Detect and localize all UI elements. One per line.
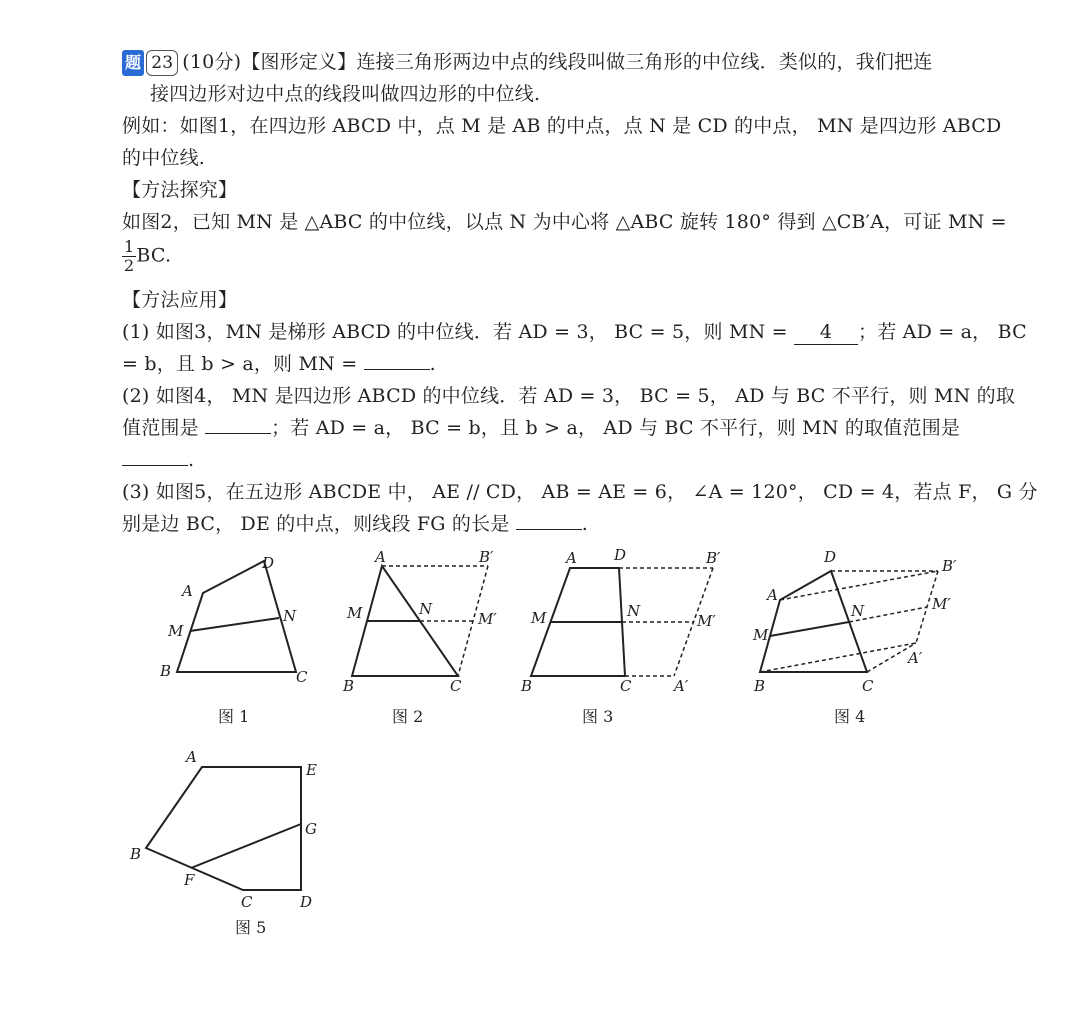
q2-text-c: ；若 AD = a， BC = b，且 b > a， AD 与 BC 不平行，则 MN 的取值范围是 (271, 417, 961, 439)
fig3-label-n: N (627, 602, 641, 620)
fig1-caption: 图 1 (218, 707, 250, 726)
problem-text-1: (10分)【图形定义】连接三角形两边中点的线段叫做三角形的中位线．类似的，我们把连 (182, 51, 933, 73)
fig1-label-c: C (296, 668, 308, 686)
q1-answer-blank: 4 (794, 320, 858, 345)
fig3-label-b1: B′ (706, 549, 721, 567)
fig5-label-d: D (300, 893, 313, 911)
fig1-midline-mn (190, 618, 279, 631)
fig2-label-m1: M′ (478, 610, 497, 628)
fig1-label-b: B (160, 662, 172, 680)
fig3-label-m: M (531, 609, 547, 627)
figure-5 (129, 748, 317, 937)
fig4-label-a: A (767, 586, 778, 604)
fig1-label-n: N (283, 607, 297, 625)
problem-line-6: 如图2，已知 MN 是 △ABC 的中位线，以点 N 为中心将 △ABC 旋转 180° 得到 △CB′A，可证 MN = (122, 211, 1007, 233)
q1-text-d: . (429, 353, 436, 375)
fig2-label-b1: B′ (479, 548, 494, 566)
question-2-line-1: (2) 如图4， MN 是四边形 ABCD 的中位线．若 AD = 3， BC = 5， AD 与 BC 不平行，则 MN 的取 (122, 385, 1016, 407)
q2-text-d: . (188, 449, 195, 471)
q1-text-c: = b，且 b > a，则 MN = (122, 353, 358, 375)
fig3-label-a: A (566, 549, 577, 567)
fig5-label-f: F (184, 871, 195, 889)
fig5-label-e: E (306, 761, 317, 779)
problem-line-3: 例如：如图1，在四边形 ABCD 中，点 M 是 AB 的中点，点 N 是 CD 的中点， MN 是四边形 ABCD (122, 115, 1002, 137)
fig2-caption: 图 2 (392, 707, 424, 726)
fig3-label-b: B (521, 677, 533, 695)
fig5-caption: 图 5 (235, 918, 267, 937)
q3-text-b: 别是边 BC， DE 的中点，则线段 FG 的长是 (122, 513, 510, 535)
fig3-caption: 图 3 (582, 707, 614, 726)
fig4-label-b: B (754, 677, 766, 695)
fig4-label-a1: A′ (908, 649, 923, 667)
fig5-label-g: G (305, 820, 317, 838)
section-method-apply: 【方法应用】 (122, 289, 238, 311)
q1-text-b: ；若 AD = a， BC (858, 321, 1027, 343)
fig2-label-a: A (375, 548, 386, 566)
fig1-quadrilateral (177, 561, 296, 672)
fig2-label-n: N (419, 600, 433, 618)
problem-line-2: 接四边形对边中点的线段叫做四边形的中位线. (150, 83, 541, 105)
fig5-label-c: C (241, 893, 253, 911)
fig1-label-m: M (168, 622, 184, 640)
fig2-label-b: B (343, 677, 355, 695)
fig4-label-d: D (824, 548, 837, 566)
fig4-midline-mn (770, 622, 849, 636)
fig5-segment-fg (191, 824, 301, 868)
q3-text-c: . (581, 513, 589, 535)
figure-1 (159, 554, 308, 726)
fig1-label-a: A (182, 582, 193, 600)
figure-3 (520, 546, 721, 726)
problem-line-7-tail: BC. (136, 244, 172, 267)
q1-text-a: (1) 如图3，MN 是梯形 ABCD 的中位线．若 AD = 3， BC = 5，则 MN = (122, 321, 788, 343)
fig3-label-a1: A′ (674, 677, 689, 695)
section-method-explore: 【方法探究】 (122, 179, 238, 201)
fig4-label-m: M (753, 626, 769, 644)
fig3-label-c: C (620, 677, 632, 695)
fig4-label-m1: M′ (932, 595, 951, 613)
fraction-denominator: 2 (124, 256, 135, 275)
fig4-label-b1: B′ (942, 557, 957, 575)
fig5-label-a: A (186, 748, 197, 766)
problem-number: 23 (146, 50, 178, 76)
fig3-label-d: D (614, 546, 627, 564)
problem-line-4: 的中位线. (122, 147, 206, 169)
fig3-label-m1: M′ (697, 612, 716, 630)
figure-2 (342, 548, 497, 726)
fig4-caption: 图 4 (834, 707, 866, 726)
figure-4 (752, 548, 957, 726)
fraction-numerator: 1 (124, 237, 135, 256)
q2-text-b: 值范围是 (122, 417, 199, 439)
fig2-label-m: M (347, 604, 363, 622)
fig5-label-b: B (130, 845, 142, 863)
question-3-line-1: (3) 如图5，在五边形 ABCDE 中， AE // CD， AB = AE = 6， ∠A = 120°， CD = 4，若点 F， G 分 (122, 481, 1038, 503)
fig4-label-c: C (862, 677, 874, 695)
fig1-label-d: D (262, 554, 275, 572)
badge-label: 题 (122, 50, 144, 76)
fig5-pentagon (146, 767, 301, 890)
fig2-label-c: C (450, 677, 462, 695)
fig4-label-n: N (851, 602, 865, 620)
